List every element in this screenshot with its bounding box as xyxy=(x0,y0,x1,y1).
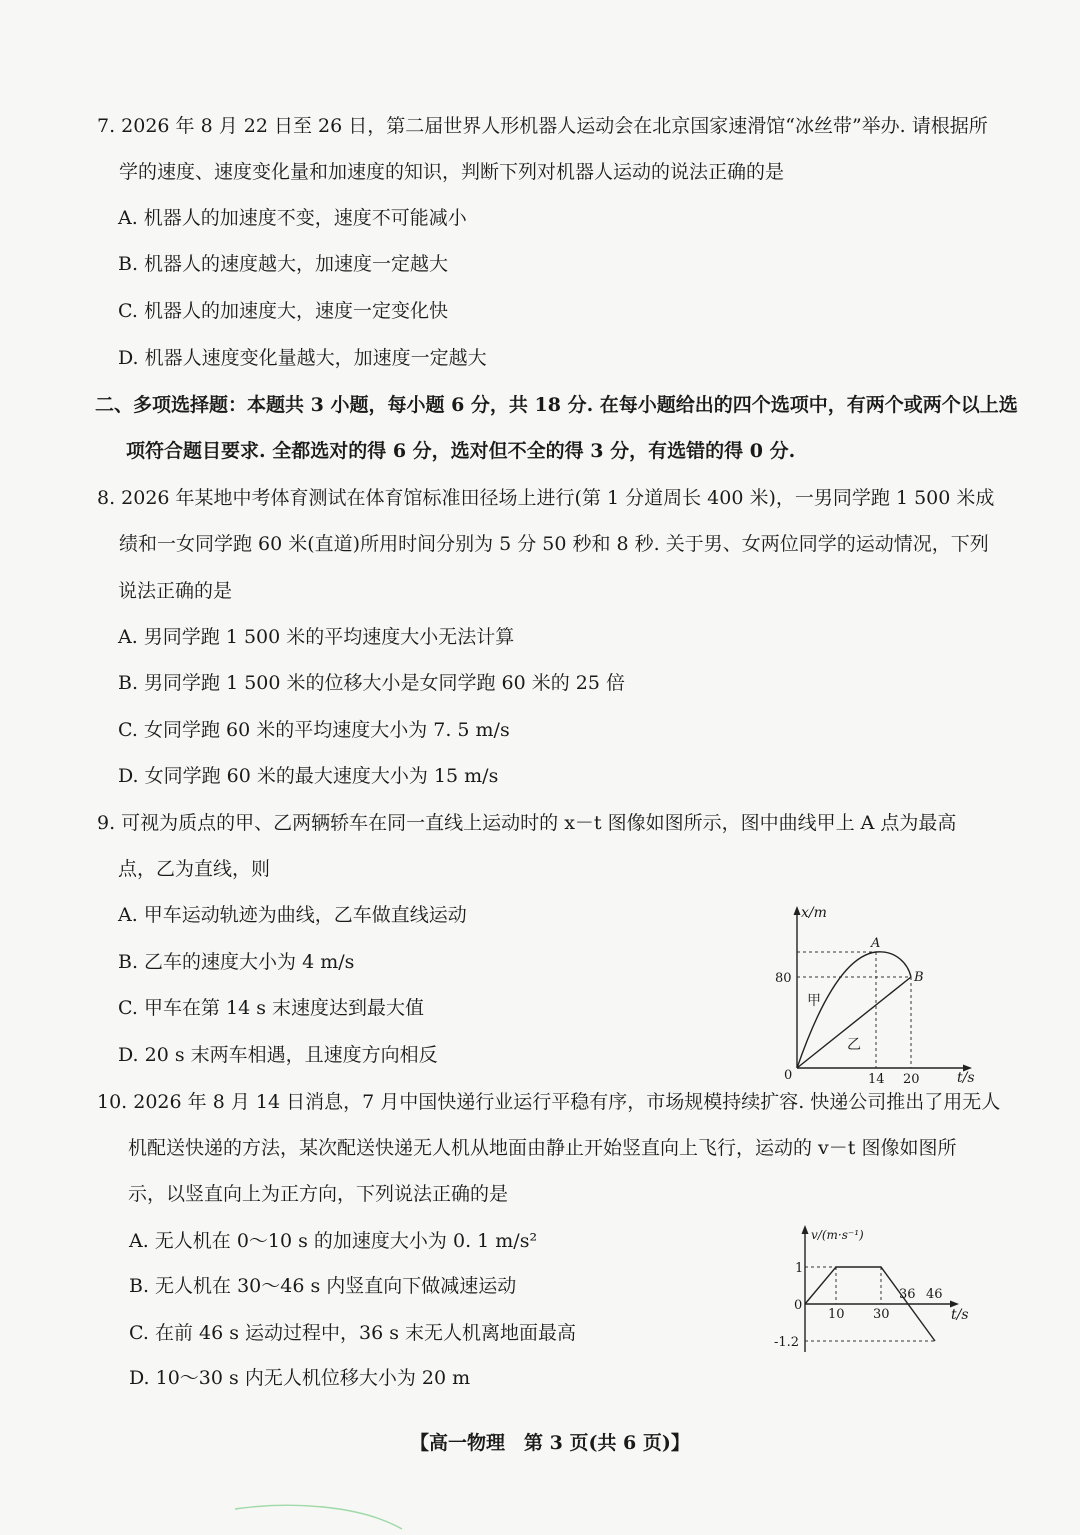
q10-x-tick-36: 36 xyxy=(899,1287,916,1302)
q10-x-tick-30: 30 xyxy=(873,1307,890,1322)
q9-option-c: C. 甲车在第 14 s 末速度达到最大值 xyxy=(118,997,424,1019)
q8-option-c: C. 女同学跑 60 米的平均速度大小为 7. 5 m/s xyxy=(118,719,510,741)
q8-stem-line2: 绩和一女同学跑 60 米(直道)所用时间分别为 5 分 50 秒和 8 秒. 关于男、女两位同学的运动情况，下列 xyxy=(119,533,989,555)
section2-heading-line1: 二、多项选择题：本题共 3 小题，每小题 6 分，共 18 分. 在每小题给出的四个选项中，有两个或两个以上选 xyxy=(95,394,1018,416)
q8-stem-line3: 说法正确的是 xyxy=(118,580,233,602)
q9-point-b-label: B xyxy=(914,970,924,985)
q8-option-b: B. 男同学跑 1 500 米的位移大小是女同学跑 60 米的 25 倍 xyxy=(118,672,626,694)
q9-origin-label: 0 xyxy=(784,1068,793,1083)
q9-y-arrow-icon xyxy=(794,906,801,915)
q9-x-axis-label: t/s xyxy=(957,1070,975,1086)
q10-y-axis-label: v/(m·s⁻¹) xyxy=(811,1228,864,1242)
q10-option-a: A. 无人机在 0～10 s 的加速度大小为 0. 1 m/s² xyxy=(129,1230,538,1252)
q7-option-b: B. 机器人的速度越大，加速度一定越大 xyxy=(118,253,449,275)
q9-option-a: A. 甲车运动轨迹为曲线，乙车做直线运动 xyxy=(118,904,467,926)
q9-x-tick-20: 20 xyxy=(903,1072,920,1087)
q10-y-arrow-icon xyxy=(802,1225,809,1234)
q9-option-d: D. 20 s 末两车相遇，且速度方向相反 xyxy=(118,1044,438,1066)
q7-stem-line1: 7. 2026 年 8 月 22 日至 26 日，第二届世界人形机器人运动会在北京国家速滑馆“冰丝带”举办. 请根据所 xyxy=(97,115,988,137)
q10-option-d: D. 10～30 s 内无人机位移大小为 20 m xyxy=(129,1367,471,1389)
q9-point-a-label: A xyxy=(871,936,881,951)
q10-x-axis-label: t/s xyxy=(951,1307,969,1323)
q10-x-tick-46: 46 xyxy=(926,1287,943,1302)
q9-y-axis-label: x/m xyxy=(801,905,827,921)
q10-stem-line1: 10. 2026 年 8 月 14 日消息，7 月中国快递行业运行平稳有序，市场规模持续扩容. 快递公司推出了用无人 xyxy=(97,1091,1001,1113)
q9-xt-graph xyxy=(770,898,980,1090)
section2-heading-line2: 项符合题目要求. 全都选对的得 6 分，选对但不全的得 3 分，有选错的得 0 分. xyxy=(126,440,796,462)
q7-option-d: D. 机器人速度变化量越大，加速度一定越大 xyxy=(118,347,487,369)
q10-x-tick-10: 10 xyxy=(828,1307,845,1322)
q10-stem-line3: 示，以竖直向上为正方向，下列说法正确的是 xyxy=(128,1183,509,1205)
q9-line-yi-label: 乙 xyxy=(847,1037,861,1053)
q7-option-a: A. 机器人的加速度不变，速度不可能减小 xyxy=(118,207,467,229)
q8-stem-line1: 8. 2026 年某地中考体育测试在体育馆标准田径场上进行(第 1 分道周长 400 米)，一男同学跑 1 500 米成 xyxy=(97,487,995,509)
q7-option-c: C. 机器人的加速度大，速度一定变化快 xyxy=(118,300,448,322)
q9-y-tick-80: 80 xyxy=(775,971,792,986)
q10-vt-graph xyxy=(765,1217,980,1357)
q10-stem-line2: 机配送快递的方法，某次配送快递无人机从地面由静止开始竖直向上飞行，运动的 v－t 图像如图所 xyxy=(128,1137,957,1159)
pen-mark xyxy=(230,1495,430,1535)
q9-curve-jia-label: 甲 xyxy=(807,993,821,1009)
q9-stem-line1: 9. 可视为质点的甲、乙两辆轿车在同一直线上运动时的 x－t 图像如图所示，图中曲线甲上 A 点为最高 xyxy=(97,812,957,834)
q10-option-c: C. 在前 46 s 运动过程中，36 s 末无人机离地面最高 xyxy=(129,1322,576,1344)
q9-option-b: B. 乙车的速度大小为 4 m/s xyxy=(118,951,355,973)
q10-y-tick-1: 1 xyxy=(795,1261,804,1276)
q9-stem-line2: 点，乙为直线，则 xyxy=(118,858,271,880)
q8-option-d: D. 女同学跑 60 米的最大速度大小为 15 m/s xyxy=(118,765,499,787)
q10-option-b: B. 无人机在 30～46 s 内竖直向下做减速运动 xyxy=(129,1275,517,1297)
q9-x-tick-14: 14 xyxy=(868,1072,885,1087)
q8-option-a: A. 男同学跑 1 500 米的平均速度大小无法计算 xyxy=(118,626,515,648)
q10-y-tick-neg: -1.2 xyxy=(774,1335,800,1350)
page-footer: 【高一物理 第 3 页(共 6 页)】 xyxy=(410,1432,690,1454)
q10-origin-label: 0 xyxy=(794,1298,803,1313)
q7-stem-line2: 学的速度、速度变化量和加速度的知识，判断下列对机器人运动的说法正确的是 xyxy=(119,161,785,183)
